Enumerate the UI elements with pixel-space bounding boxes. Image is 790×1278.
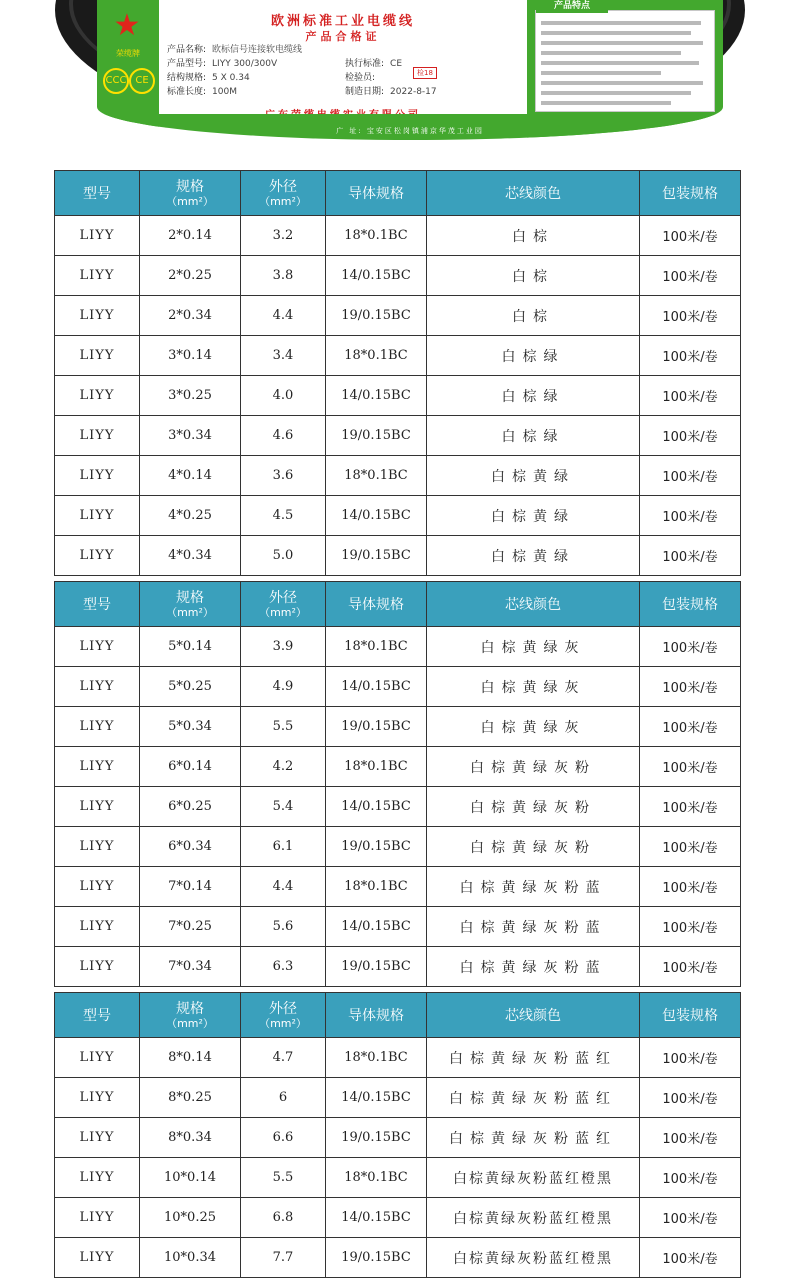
cell-outer-diameter: 4.4: [241, 867, 326, 907]
cell-model: LIYY: [55, 1238, 140, 1278]
cell-model: LIYY: [55, 787, 140, 827]
cell-core-colors: 白棕黄绿灰: [427, 667, 640, 707]
table-row: [55, 1238, 741, 1278]
cell-core-colors: 白棕绿: [427, 336, 640, 376]
cell-conductor: 18*0.1BC: [326, 1038, 427, 1078]
spec-table: [54, 992, 741, 1278]
cell-outer-diameter: 5.4: [241, 787, 326, 827]
cell-model: LIYY: [55, 1158, 140, 1198]
cell-outer-diameter: 5.0: [241, 536, 326, 576]
cell-spec: 2*0.25: [140, 256, 241, 296]
cell-core-colors: 白棕黄绿: [427, 536, 640, 576]
header-spec-label: 规格: [176, 589, 204, 606]
cell-core-colors: 白棕: [427, 256, 640, 296]
feature-text-line: [541, 41, 703, 45]
cell-core-colors: 白棕黄绿灰粉: [427, 827, 640, 867]
cell-model: LIYY: [55, 456, 140, 496]
cell-outer-diameter: 3.6: [241, 456, 326, 496]
cell-spec: 3*0.34: [140, 416, 241, 456]
cell-core-colors: 白棕黄绿灰: [427, 627, 640, 667]
table-row: [55, 867, 741, 907]
cell-conductor: 18*0.1BC: [326, 216, 427, 256]
cell-package: 100米/卷: [640, 1038, 741, 1078]
cell-outer-diameter: 4.7: [241, 1038, 326, 1078]
feature-text-line: [541, 71, 661, 75]
cell-model: LIYY: [55, 1198, 140, 1238]
cell-model: LIYY: [55, 707, 140, 747]
cell-model: LIYY: [55, 416, 140, 456]
cell-package: 100米/卷: [640, 376, 741, 416]
cell-spec: 4*0.14: [140, 456, 241, 496]
table-row: [55, 947, 741, 987]
cell-model: LIYY: [55, 867, 140, 907]
field-date: 制造日期: 2022-8-17: [345, 87, 437, 97]
header-model: 型号: [55, 993, 140, 1038]
ccc-cert-icon: CCC: [103, 68, 129, 94]
cell-conductor: 19/0.15BC: [326, 1118, 427, 1158]
header-outer-diameter-unit: （mm²）: [259, 1016, 307, 1030]
features-box: [535, 1, 715, 112]
product-label-banner: [0, 0, 790, 160]
cell-model: LIYY: [55, 536, 140, 576]
cell-spec: 8*0.14: [140, 1038, 241, 1078]
cell-package: 100米/卷: [640, 787, 741, 827]
cell-core-colors: 白棕黄绿灰粉蓝红: [427, 1118, 640, 1158]
cell-package: 100米/卷: [640, 336, 741, 376]
cell-model: LIYY: [55, 336, 140, 376]
cell-spec: 10*0.25: [140, 1198, 241, 1238]
cell-conductor: 19/0.15BC: [326, 947, 427, 987]
cell-spec: 8*0.34: [140, 1118, 241, 1158]
cell-core-colors: 白棕黄绿灰粉蓝红橙黑: [427, 1238, 640, 1278]
header-spec: [140, 582, 241, 627]
cell-package: 100米/卷: [640, 1158, 741, 1198]
header-spec-label: 规格: [176, 178, 204, 195]
cell-package: 100米/卷: [640, 747, 741, 787]
cell-conductor: 14/0.15BC: [326, 376, 427, 416]
cell-package: 100米/卷: [640, 907, 741, 947]
field-inspector: 检验员:: [345, 73, 376, 83]
table-row: [55, 216, 741, 256]
cell-model: LIYY: [55, 216, 140, 256]
cell-core-colors: 白棕黄绿灰粉蓝红: [427, 1078, 640, 1118]
cell-spec: 5*0.25: [140, 667, 241, 707]
table-header-row: [55, 171, 741, 216]
cell-outer-diameter: 4.9: [241, 667, 326, 707]
feature-text-line: [541, 21, 701, 25]
cell-conductor: 19/0.15BC: [326, 296, 427, 336]
cell-outer-diameter: 4.2: [241, 747, 326, 787]
cell-outer-diameter: 5.5: [241, 707, 326, 747]
brand-logo-text: 荣缆牌: [116, 49, 140, 58]
header-spec-unit: （mm²）: [166, 194, 214, 208]
field-structure: 结构规格: 5 X 0.34: [167, 73, 250, 83]
cell-outer-diameter: 5.6: [241, 907, 326, 947]
cell-outer-diameter: 5.5: [241, 1158, 326, 1198]
cell-model: LIYY: [55, 667, 140, 707]
header-outer-diameter-label: 外径: [269, 589, 297, 606]
cell-conductor: 19/0.15BC: [326, 416, 427, 456]
cell-core-colors: 白棕绿: [427, 416, 640, 456]
cell-conductor: 18*0.1BC: [326, 747, 427, 787]
cell-package: 100米/卷: [640, 667, 741, 707]
cell-core-colors: 白棕绿: [427, 376, 640, 416]
cell-spec: 2*0.14: [140, 216, 241, 256]
label-subtitle: 产品合格证: [305, 30, 381, 43]
table-row: [55, 827, 741, 867]
cell-outer-diameter: 3.4: [241, 336, 326, 376]
cell-conductor: 18*0.1BC: [326, 867, 427, 907]
feature-text-line: [541, 81, 703, 85]
header-spec-unit: （mm²）: [166, 605, 214, 619]
cell-conductor: 19/0.15BC: [326, 1238, 427, 1278]
header-outer-diameter-label: 外径: [269, 178, 297, 195]
company-address: 广 址: 宝安区松岗镇浦京华茂工业园: [336, 127, 484, 135]
label-bottom-band: [97, 114, 723, 140]
cell-package: 100米/卷: [640, 1238, 741, 1278]
cell-package: 100米/卷: [640, 296, 741, 336]
cell-core-colors: 白棕黄绿: [427, 456, 640, 496]
cell-conductor: 19/0.15BC: [326, 827, 427, 867]
cell-package: 100米/卷: [640, 216, 741, 256]
header-outer-diameter-unit: （mm²）: [259, 605, 307, 619]
cell-outer-diameter: 4.5: [241, 496, 326, 536]
cell-package: 100米/卷: [640, 1118, 741, 1158]
cell-model: LIYY: [55, 1038, 140, 1078]
table-row: [55, 496, 741, 536]
cell-core-colors: 白棕黄绿灰: [427, 707, 640, 747]
cell-spec: 5*0.14: [140, 627, 241, 667]
feature-text-line: [541, 91, 691, 95]
cell-model: LIYY: [55, 256, 140, 296]
cell-model: LIYY: [55, 827, 140, 867]
cell-model: LIYY: [55, 947, 140, 987]
field-standard: 执行标准: CE: [345, 59, 403, 69]
cell-model: LIYY: [55, 747, 140, 787]
cell-outer-diameter: 3.9: [241, 627, 326, 667]
star-logo-icon: ★: [113, 8, 141, 43]
label-title: 欧洲标准工业电缆线: [270, 14, 415, 29]
cell-spec: 7*0.25: [140, 907, 241, 947]
table-row: [55, 1078, 741, 1118]
cell-spec: 8*0.25: [140, 1078, 241, 1118]
cell-outer-diameter: 6.8: [241, 1198, 326, 1238]
cell-core-colors: 白棕黄绿灰粉: [427, 747, 640, 787]
cell-core-colors: 白棕黄绿灰粉蓝红橙黑: [427, 1198, 640, 1238]
cell-package: 100米/卷: [640, 256, 741, 296]
table-row: [55, 336, 741, 376]
header-spec-label: 规格: [176, 1000, 204, 1017]
cell-package: 100米/卷: [640, 496, 741, 536]
cell-core-colors: 白棕: [427, 296, 640, 336]
cell-outer-diameter: 6.6: [241, 1118, 326, 1158]
cell-model: LIYY: [55, 376, 140, 416]
cell-package: 100米/卷: [640, 1198, 741, 1238]
header-core-colors: 芯线颜色: [427, 993, 640, 1038]
cell-conductor: 19/0.15BC: [326, 536, 427, 576]
table-row: [55, 1158, 741, 1198]
table-row: [55, 787, 741, 827]
cell-spec: 3*0.25: [140, 376, 241, 416]
table-row: [55, 456, 741, 496]
cell-conductor: 18*0.1BC: [326, 456, 427, 496]
cell-package: 100米/卷: [640, 1078, 741, 1118]
cell-spec: 4*0.34: [140, 536, 241, 576]
header-package: 包装规格: [640, 993, 741, 1038]
feature-text-line: [541, 31, 691, 35]
cell-package: 100米/卷: [640, 707, 741, 747]
header-conductor: 导体规格: [326, 582, 427, 627]
table-row: [55, 296, 741, 336]
cell-outer-diameter: 6: [241, 1078, 326, 1118]
field-product-name: 产品名称: 欧标信号连接软电缆线: [167, 45, 303, 55]
cell-package: 100米/卷: [640, 947, 741, 987]
cell-package: 100米/卷: [640, 536, 741, 576]
spec-table: [54, 581, 741, 987]
cell-conductor: 19/0.15BC: [326, 707, 427, 747]
feature-text-line: [541, 51, 681, 55]
cell-conductor: 18*0.1BC: [326, 1158, 427, 1198]
certificate-label: [97, 0, 723, 140]
cell-core-colors: 白棕黄绿: [427, 496, 640, 536]
cell-spec: 6*0.34: [140, 827, 241, 867]
cell-core-colors: 白棕黄绿灰粉: [427, 787, 640, 827]
table-row: [55, 907, 741, 947]
table-row: [55, 376, 741, 416]
header-outer-diameter: [241, 993, 326, 1038]
cell-conductor: 18*0.1BC: [326, 627, 427, 667]
cell-spec: 10*0.14: [140, 1158, 241, 1198]
cell-conductor: 18*0.1BC: [326, 336, 427, 376]
cell-core-colors: 白棕黄绿灰粉蓝红橙黑: [427, 1158, 640, 1198]
cell-spec: 7*0.14: [140, 867, 241, 907]
cell-package: 100米/卷: [640, 627, 741, 667]
cell-conductor: 14/0.15BC: [326, 667, 427, 707]
feature-text-line: [541, 101, 671, 105]
table-row: [55, 627, 741, 667]
cell-outer-diameter: 7.7: [241, 1238, 326, 1278]
header-spec-unit: （mm²）: [166, 1016, 214, 1030]
cell-outer-diameter: 6.1: [241, 827, 326, 867]
cell-model: LIYY: [55, 627, 140, 667]
cell-spec: 10*0.34: [140, 1238, 241, 1278]
cell-model: LIYY: [55, 1118, 140, 1158]
feature-text-line: [541, 61, 699, 65]
cell-model: LIYY: [55, 496, 140, 536]
cell-spec: 6*0.25: [140, 787, 241, 827]
cell-package: 100米/卷: [640, 416, 741, 456]
cell-conductor: 14/0.15BC: [326, 1078, 427, 1118]
header-model: 型号: [55, 171, 140, 216]
cell-outer-diameter: 4.0: [241, 376, 326, 416]
header-model: 型号: [55, 582, 140, 627]
header-outer-diameter-unit: （mm²）: [259, 194, 307, 208]
cell-model: LIYY: [55, 907, 140, 947]
cell-spec: 3*0.14: [140, 336, 241, 376]
cell-spec: 7*0.34: [140, 947, 241, 987]
cell-model: LIYY: [55, 296, 140, 336]
cell-conductor: 14/0.15BC: [326, 907, 427, 947]
cell-outer-diameter: 3.8: [241, 256, 326, 296]
cell-conductor: 14/0.15BC: [326, 496, 427, 536]
header-conductor: 导体规格: [326, 171, 427, 216]
header-package: 包装规格: [640, 582, 741, 627]
spec-table: [54, 170, 741, 576]
cell-outer-diameter: 4.4: [241, 296, 326, 336]
cell-outer-diameter: 6.3: [241, 947, 326, 987]
table-header-row: [55, 993, 741, 1038]
cell-package: 100米/卷: [640, 456, 741, 496]
features-title: 产品特点: [536, 0, 608, 13]
table-row: [55, 416, 741, 456]
cell-core-colors: 白棕黄绿灰粉蓝: [427, 867, 640, 907]
header-conductor: 导体规格: [326, 993, 427, 1038]
cell-core-colors: 白棕黄绿灰粉蓝: [427, 907, 640, 947]
header-core-colors: 芯线颜色: [427, 171, 640, 216]
table-row: [55, 707, 741, 747]
table-row: [55, 1038, 741, 1078]
table-row: [55, 256, 741, 296]
table-row: [55, 747, 741, 787]
header-outer-diameter-label: 外径: [269, 1000, 297, 1017]
ce-cert-icon: CE: [129, 68, 155, 94]
header-spec: [140, 171, 241, 216]
table-header-row: [55, 582, 741, 627]
header-spec: [140, 993, 241, 1038]
header-package: 包装规格: [640, 171, 741, 216]
cell-core-colors: 白棕黄绿灰粉蓝红: [427, 1038, 640, 1078]
inspection-stamp: 检18: [413, 67, 437, 79]
cell-spec: 5*0.34: [140, 707, 241, 747]
header-outer-diameter: [241, 171, 326, 216]
cell-spec: 4*0.25: [140, 496, 241, 536]
cell-outer-diameter: 3.2: [241, 216, 326, 256]
table-row: [55, 536, 741, 576]
cell-spec: 6*0.14: [140, 747, 241, 787]
cell-core-colors: 白棕黄绿灰粉蓝: [427, 947, 640, 987]
cell-outer-diameter: 4.6: [241, 416, 326, 456]
cell-package: 100米/卷: [640, 867, 741, 907]
cell-spec: 2*0.34: [140, 296, 241, 336]
header-outer-diameter: [241, 582, 326, 627]
table-row: [55, 1198, 741, 1238]
cell-model: LIYY: [55, 1078, 140, 1118]
cell-package: 100米/卷: [640, 827, 741, 867]
table-row: [55, 1118, 741, 1158]
cell-core-colors: 白棕: [427, 216, 640, 256]
table-row: [55, 667, 741, 707]
header-core-colors: 芯线颜色: [427, 582, 640, 627]
cell-conductor: 14/0.15BC: [326, 787, 427, 827]
field-length: 标准长度: 100M: [167, 87, 237, 97]
cell-conductor: 14/0.15BC: [326, 256, 427, 296]
cell-conductor: 14/0.15BC: [326, 1198, 427, 1238]
field-product-model: 产品型号: LIYY 300/300V: [167, 59, 278, 69]
